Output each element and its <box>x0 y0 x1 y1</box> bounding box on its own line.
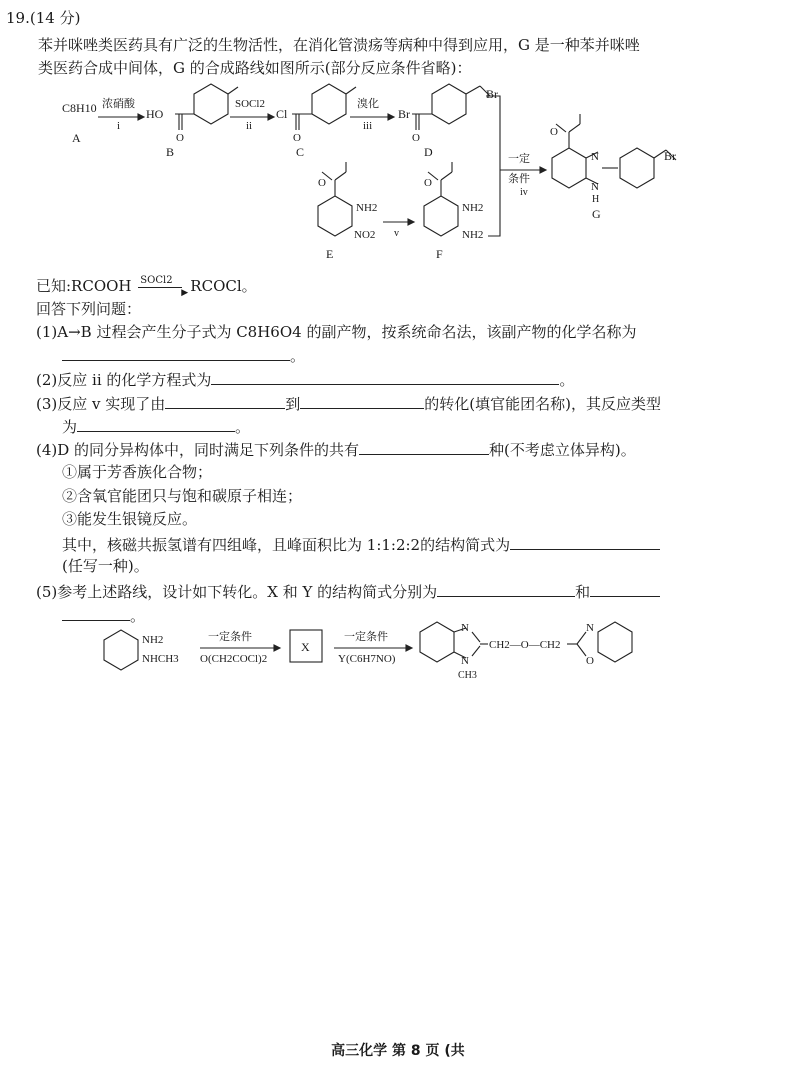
E-NH2: NH2 <box>356 202 378 214</box>
s2-NH2: NH2 <box>142 634 164 646</box>
intro-line-2: 类医药合成中间体，G 的合成路线如图所示(部分反应条件省略)： <box>38 59 472 77</box>
q4-line: (4)D 的同分异构体中，同时满足下列条件的共有 种(不考虑立体异构)。 <box>36 438 636 460</box>
F-NH2-b: NH2 <box>462 229 484 241</box>
product-ring-2 <box>598 622 632 662</box>
s2-NHCH3: NHCH3 <box>142 653 179 665</box>
s2-linker: CH2—O—CH2 <box>489 639 561 651</box>
s2-reagent-2: Y(C6H7NO) <box>338 653 396 665</box>
question-number: 19.(14 分) <box>6 9 81 27</box>
question-points: (14 分) <box>29 9 81 27</box>
s2-X: X <box>301 640 310 654</box>
E-NO2: NO2 <box>354 229 376 241</box>
svg-text:O: O <box>412 132 420 144</box>
s2-N-1: N <box>461 622 469 634</box>
label-G: G <box>592 207 601 221</box>
s2-N-3: N <box>586 622 594 634</box>
svg-text:H: H <box>592 194 600 205</box>
s2-cond-1: 一定条件 <box>208 631 252 643</box>
step-ii: ii <box>246 120 253 132</box>
page-footer: 高三化学 第 8 页 (共 <box>331 1043 465 1059</box>
q4-line-2: 其中，核磁共振氢谱有四组峰，且峰面积比为 1:1:2:2的结构简式为 <box>62 533 660 555</box>
label-E: E <box>326 247 334 261</box>
svg-text:O: O <box>550 126 558 138</box>
q4-condition-2: ②含氧官能团只与饱和碳原子相连； <box>62 487 303 505</box>
D-Br: Br <box>398 107 410 121</box>
compound-A-formula: C8H10 <box>62 101 97 115</box>
step-iii: iii <box>363 120 373 132</box>
s2-O: O <box>586 655 594 667</box>
q4-condition-1: ①属于芳香族化合物； <box>62 463 213 481</box>
q5-line-2: 。 <box>62 604 145 626</box>
F-NH2-a: NH2 <box>462 202 484 214</box>
label-C: C <box>296 145 305 159</box>
product-ring-1 <box>420 622 454 662</box>
G-N: N <box>591 151 599 163</box>
q1-text: (1)A→B 过程会产生分子式为 C8H6O4 的副产物，按系统命名法，该副产物的化学名称为 <box>36 323 637 341</box>
svg-text:O: O <box>176 132 184 144</box>
s2-reagent-1: O(CH2COCl)2 <box>200 653 268 665</box>
svg-text:Br: Br <box>664 149 676 163</box>
step-v: v <box>394 228 399 239</box>
known-arrow: SOCl2 ▶ <box>140 275 189 298</box>
s2-CH3: CH3 <box>458 670 477 681</box>
q5-line: (5)参考上述路线，设计如下转化。X 和 Y 的结构简式分别为 和 <box>36 580 660 602</box>
label-F: F <box>436 247 443 261</box>
svg-text:O: O <box>424 177 432 189</box>
label-D: D <box>424 145 433 159</box>
diamine-ring <box>104 630 138 670</box>
reagent-iv-2: 条件 <box>508 173 530 185</box>
answer-intro: 回答下列问题： <box>36 300 142 318</box>
svg-text:O: O <box>293 132 301 144</box>
svg-text:O: O <box>318 177 326 189</box>
C-Cl: Cl <box>276 107 288 121</box>
q4-condition-3: ③能发生银镜反应。 <box>62 510 198 528</box>
q3-line: (3)反应 v 实现了由 到 的转化(填官能团名称)，其反应类型 <box>36 392 661 414</box>
label-B: B <box>166 145 175 159</box>
s2-cond-2: 一定条件 <box>344 631 388 643</box>
q1-answer: 。 <box>62 344 305 366</box>
q2-line: (2)反应 ii 的化学方程式为 。 <box>36 368 574 390</box>
label-A: A <box>72 131 81 145</box>
G-NH: N <box>591 181 599 193</box>
step-iv: iv <box>520 187 528 198</box>
reagent-iii: 溴化 <box>357 98 379 110</box>
step-i: i <box>117 120 121 132</box>
reagent-i: 浓硝酸 <box>102 98 135 110</box>
known-line: 已知:RCOOH SOCl2 ▶ RCOCl。 <box>36 275 257 298</box>
reagent-iv-1: 一定 <box>508 153 530 165</box>
q4-line-3: (任写一种)。 <box>62 557 149 575</box>
reagent-ii: SOCl2 <box>235 98 265 110</box>
svg-text:Br: Br <box>486 87 498 101</box>
q3-line-2: 为 。 <box>62 415 250 437</box>
intro-line-1: 苯并咪唑类医药具有广泛的生物活性，在消化管溃疡等病种中得到应用，G 是一种苯并咪唑 <box>38 36 640 54</box>
B-HO: HO <box>146 107 164 121</box>
s2-N-2: N <box>461 655 469 667</box>
